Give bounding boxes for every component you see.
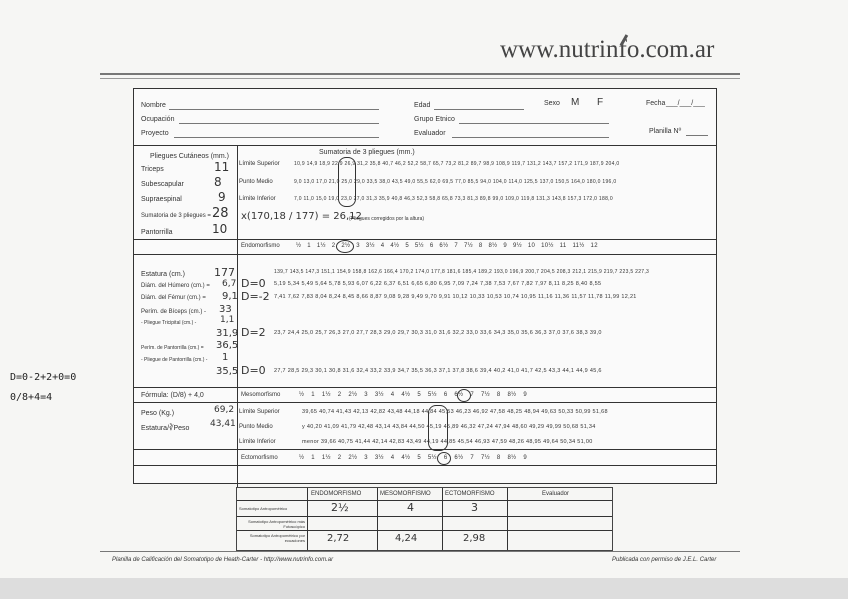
somatotype-form bbox=[133, 88, 717, 484]
nombre-field[interactable] bbox=[169, 109, 379, 110]
label-sexo: Sexo bbox=[544, 100, 560, 107]
label-proyecto: Proyecto bbox=[141, 130, 169, 137]
med-label: Punto Medio bbox=[239, 179, 273, 185]
header-rule bbox=[100, 73, 740, 75]
divider bbox=[134, 402, 716, 403]
r1-label: Somatotipo Antropométrico bbox=[239, 506, 288, 511]
ecto-result: 3 bbox=[471, 501, 478, 514]
results-table bbox=[236, 487, 613, 551]
ratio-value: 43,41 bbox=[210, 419, 236, 429]
pliegue-tri-label: - Pliegue Tricipital (cm.) - bbox=[141, 320, 197, 326]
d-value-4: D=0 bbox=[241, 364, 266, 377]
label-grupo: Grupo Etnico bbox=[414, 116, 455, 123]
pant-label: Perím. de Pantorrilla (cm.) = bbox=[141, 345, 204, 351]
inf-label: Límite Inferior bbox=[239, 196, 276, 202]
inf-row: 7,0 11,0 15,0 19,0 23,0 27,0 31,3 35,9 40,8 46,3 52,3 58,8 65,8 73,3 81,3 89,8 99,0 109,0 119,8 131,3 143,8 157,3 172,0 188,0 bbox=[294, 196, 613, 202]
biceps-value: 33 bbox=[219, 304, 232, 315]
meso-label: Mesomorfismo bbox=[241, 392, 281, 398]
label-edad: Edad bbox=[414, 102, 431, 109]
divider bbox=[134, 449, 716, 450]
ecto-inf-row: menor 39,66 40,75 41,44 42,14 42,83 43,49 44,19 44,85 45,54 46,93 47,59 48,26 48,95 49,64 50,34 51,00 bbox=[302, 439, 593, 445]
sup-row: 10,9 14,9 18,9 22,9 26,9 31,2 35,8 40,7 46,2 52,2 58,7 65,7 73,2 81,2 89,7 98,9 108,9 119,7 131,2 143,7 157,2 171,9 187,9 204,0 bbox=[294, 161, 620, 167]
pant-corrected: 35,5 bbox=[216, 366, 239, 377]
r2-label: Somatotipo Antropométrico más Fotoscópico bbox=[248, 519, 305, 529]
endo-result: 2½ bbox=[331, 501, 349, 514]
humero-row: 5,19 5,34 5,49 5,64 5,78 5,93 6,07 6,22 6,37 6,51 6,65 6,80 6,95 7,09 7,24 7,38 7,53 7,67 7,82 7,97 8,11 8,25 8,40 8,55 bbox=[274, 281, 602, 287]
triceps-label: Triceps bbox=[141, 166, 164, 173]
edad-field[interactable] bbox=[434, 109, 524, 110]
r3-label: Somatotipo Antropométrico por ecuaciones bbox=[249, 533, 305, 543]
footer-right: Publicada con permiso de J.E.L. Carter bbox=[612, 557, 717, 563]
grupo-field[interactable] bbox=[459, 123, 609, 124]
femur-value: 9,1 bbox=[222, 291, 238, 302]
divider bbox=[134, 465, 716, 466]
biceps-row: 23,7 24,4 25,0 25,7 26,3 27,0 27,7 28,3 29,0 29,7 30,3 31,0 31,6 32,2 33,0 33,6 34,3 35,0 35,6 36,3 37,0 37,6 38,3 39,0 bbox=[274, 330, 602, 336]
page-shadow bbox=[0, 578, 848, 599]
row-divider bbox=[237, 530, 612, 531]
ecto-sup-row: 39,65 40,74 41,43 42,13 42,82 43,48 44,18 44,84 45,53 46,23 46,92 47,58 48,25 48,94 49,63 50,33 50,99 51,68 bbox=[302, 409, 608, 415]
col-divider bbox=[442, 488, 443, 550]
meso-result: 4 bbox=[407, 501, 414, 514]
divider bbox=[134, 254, 716, 255]
label-nombre: Nombre bbox=[141, 102, 166, 109]
pant-value: 36,5 bbox=[216, 340, 239, 351]
pliegue-tri-value: 1,1 bbox=[220, 315, 235, 325]
humero-label: Diám. del Húmero (cm.) = bbox=[141, 283, 210, 289]
biceps-label: Perím. de Bíceps (cm.) - bbox=[141, 309, 207, 315]
pantorrilla-label: Pantorrilla bbox=[141, 229, 173, 236]
sumatoria-title: Sumatoria de 3 pliegues (mm.) bbox=[319, 149, 415, 156]
estatura-row: 139,7 143,5 147,3 151,1 154,9 158,8 162,6 166,4 170,2 174,0 177,8 181,6 185,4 189,2 193,0 196,9 200,7 204,5 208,3 212,1 215,9 219,7 223,5 227,3 bbox=[274, 269, 650, 275]
biceps-corrected: 31,9 bbox=[216, 328, 239, 339]
med-row: 9,0 13,0 17,0 21,0 25,0 29,0 33,5 38,0 43,5 49,0 55,5 62,0 69,5 77,0 85,5 94,0 104,0 114,0 125,5 137,0 150,5 164,0 180,0 196,0 bbox=[294, 179, 617, 185]
meso-scale: ½ 1 1½ 2 2½ 3 3½ 4 4½ 5 5½ 6 6½ 7 7½ 8 8½ 9 bbox=[299, 392, 528, 398]
estatura-value: 177 bbox=[214, 266, 235, 279]
divider bbox=[134, 239, 716, 240]
ocupacion-field[interactable] bbox=[179, 123, 379, 124]
d-value-2: D=-2 bbox=[241, 290, 270, 303]
subescapular-value: 8 bbox=[214, 175, 222, 189]
pant-row: 27,7 28,5 29,3 30,1 30,8 31,6 32,4 33,2 33,9 34,7 35,5 36,3 37,1 37,8 38,6 39,4 40,2 41,0 41,7 42,5 43,3 44,1 44,9 45,6 bbox=[274, 368, 602, 374]
col-divider bbox=[507, 488, 508, 550]
fecha-field[interactable]: ___/___/___ bbox=[666, 100, 705, 107]
h-ecto: ECTOMORFISMO bbox=[445, 491, 495, 497]
subescapular-label: Subescapular bbox=[141, 181, 184, 188]
estatura-label: Estatura (cm.) bbox=[141, 271, 185, 278]
d-value-1: D=0 bbox=[241, 277, 266, 290]
label-fecha: Fecha bbox=[646, 100, 666, 107]
d-value-3: D=2 bbox=[241, 326, 266, 339]
sup-label: Límite Superior bbox=[239, 161, 280, 167]
label-planilla: Planilla Nº bbox=[649, 128, 682, 135]
ecto-med-row: y 40,20 41,09 41,79 42,48 43,14 43,84 44,50 45,19 45,89 46,32 47,24 47,94 48,60 49,29 49,99 50,68 51,34 bbox=[302, 424, 596, 430]
formula-note: (Pliegues corregidos por la altura) bbox=[349, 216, 425, 222]
meso-circle bbox=[457, 389, 471, 402]
row-divider bbox=[237, 500, 612, 501]
pantorrilla-value: 10 bbox=[212, 222, 228, 236]
pliegue-pant-label: - Pliegue de Pantorrilla (cm.) - bbox=[141, 357, 208, 363]
planilla-field[interactable] bbox=[686, 135, 708, 136]
humero-value: 6,7 bbox=[222, 279, 237, 289]
footer-rule bbox=[100, 551, 740, 552]
meso-formula: Fórmula: (D/8) + 4,0 bbox=[141, 392, 204, 399]
h-endo: ENDOMORFISMO bbox=[311, 491, 362, 497]
supraespinal-value: 9 bbox=[218, 190, 226, 204]
divider bbox=[134, 387, 716, 388]
ecto-scale: ½ 1 1½ 2 2½ 3 3½ 4 4½ 5 5½ 6 6½ 7 7½ 8 8½ 9 bbox=[299, 455, 528, 461]
sumatoria-value: 28 bbox=[212, 206, 229, 221]
h-evaluador: Evaluador bbox=[542, 491, 570, 497]
ecto-sup-label: Límite Superior bbox=[239, 409, 280, 415]
evaluador-field[interactable] bbox=[452, 137, 609, 138]
col-divider bbox=[307, 488, 308, 550]
ecto-eq: 2,98 bbox=[463, 533, 486, 544]
sumatoria-label: Sumatoria de 3 pliegues = bbox=[141, 213, 211, 219]
meso-eq: 4,24 bbox=[395, 533, 418, 544]
sexo-f[interactable]: F bbox=[597, 97, 604, 108]
col-divider bbox=[377, 488, 378, 550]
ratio-label: Estatura/∛Peso bbox=[141, 425, 190, 432]
endo-eq: 2,72 bbox=[327, 533, 350, 544]
side-note-1: D=0-2+2+0=0 bbox=[10, 372, 77, 383]
proyecto-field[interactable] bbox=[174, 137, 379, 138]
site-url: www.nutrinfo.com.ar bbox=[500, 36, 715, 63]
ecto-med-label: Punto Medio bbox=[239, 424, 273, 430]
label-ocupacion: Ocupación bbox=[141, 116, 175, 123]
divider-v bbox=[237, 145, 238, 488]
header-rule-thin bbox=[100, 78, 740, 79]
circled-column bbox=[338, 157, 356, 207]
sexo-m[interactable]: M bbox=[571, 97, 580, 108]
femur-label: Diám. del Fémur (cm.) = bbox=[141, 295, 206, 301]
peso-label: Peso (Kg.) bbox=[141, 410, 175, 417]
endo-label: Endomorfismo bbox=[241, 243, 280, 249]
peso-value: 69,2 bbox=[214, 405, 235, 415]
pliegues-title: Pliegues Cutáneos (mm.) bbox=[150, 153, 229, 160]
ecto-circled-column bbox=[428, 405, 448, 451]
supraespinal-label: Supraespinal bbox=[141, 196, 182, 203]
h-meso: MESOMORFISMO bbox=[380, 491, 431, 497]
side-note-2: 0/8+4=4 bbox=[10, 392, 53, 403]
ecto-inf-label: Límite Inferior bbox=[239, 439, 276, 445]
ecto-label: Ectomorfismo bbox=[241, 455, 278, 461]
row-divider bbox=[237, 516, 612, 517]
formula-hand: x(170,18 / 177) = 26,12 bbox=[241, 211, 362, 222]
triceps-value: 11 bbox=[214, 160, 230, 174]
ecto-circle bbox=[437, 452, 451, 465]
pliegue-pant-value: 1 bbox=[222, 352, 229, 363]
divider bbox=[134, 145, 716, 146]
endo-scale: ½ 1 1½ 2 2½ 3 3½ 4 4½ 5 5½ 6 6½ 7 7½ 8 8½ 9 9½ 10 10½ 11 11½ 12 bbox=[296, 243, 598, 249]
femur-row: 7,41 7,62 7,83 8,04 8,24 8,45 8,66 8,87 9,08 9,28 9,49 9,70 9,91 10,12 10,33 10,53 10,74 10,95 11,16 11,36 11,57 11,78 11,99 12,21 bbox=[274, 294, 637, 300]
footer-left: Planilla de Calificación del Somatotipo de Heath-Carter - http://www.nutrinfo.com.ar bbox=[112, 557, 334, 563]
label-evaluador: Evaluador bbox=[414, 130, 446, 137]
endo-circle bbox=[336, 240, 354, 253]
